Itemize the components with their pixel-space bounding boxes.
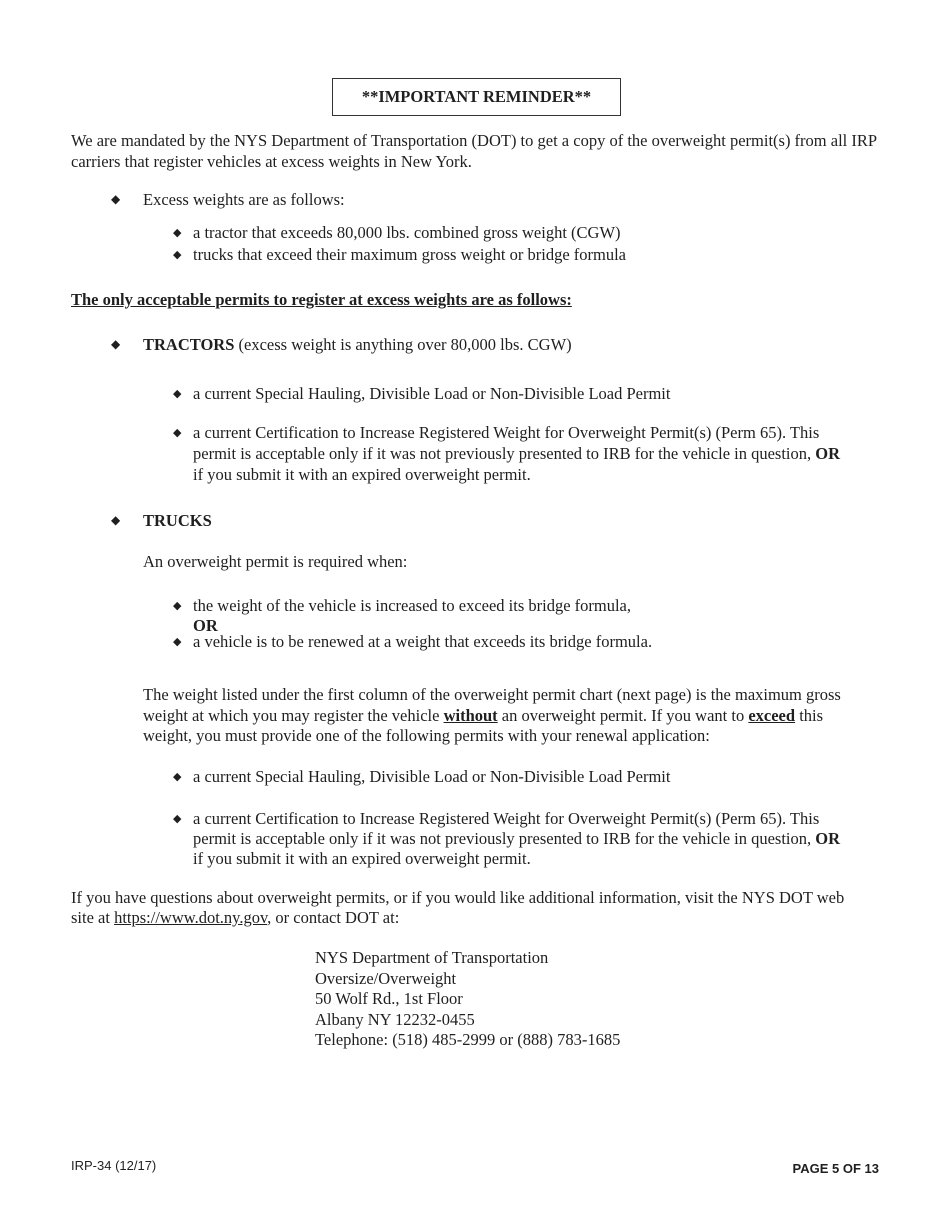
tractors-item-text: permit is acceptable only if it was not previously presented to IRB for the vehicle in question, [193, 444, 816, 463]
trucks-condition: a vehicle is to be renewed at a weight that exceeds its bridge formula. [193, 632, 653, 651]
exceed-emphasis: exceed [748, 706, 796, 725]
bullet-icon: ◆ [173, 636, 182, 648]
contact-address [315, 948, 620, 1051]
contact-line: If you have questions about overweight permits, or if you would like additional information, visit the NYS DOT web [71, 888, 845, 907]
page-number: PAGE 5 OF 13 [792, 1161, 879, 1176]
trucks-chart-text: this [795, 706, 824, 725]
without-emphasis: without [443, 706, 498, 725]
trucks-required-when: An overweight permit is required when: [143, 552, 408, 571]
excess-label: Excess weights are as follows: [143, 190, 345, 209]
bullet-icon: ◆ [173, 771, 182, 783]
contact-text: , or contact DOT at: [267, 908, 400, 927]
bullet-icon: ◆ [173, 249, 182, 261]
bullet-icon: ◆ [173, 813, 182, 825]
address-line: NYS Department of Transportation [315, 948, 549, 967]
contact-text: site at [71, 908, 115, 927]
trucks-label: TRUCKS [143, 511, 212, 530]
bullet-icon: ◆ [173, 600, 182, 612]
trucks-item-line: a current Certification to Increase Registered Weight for Overweight Permit(s) (Perm 65). This [193, 809, 820, 828]
tractors-item: a current Special Hauling, Divisible Load or Non-Divisible Load Permit [193, 384, 671, 403]
page-title: **IMPORTANT REMINDER** [332, 78, 621, 116]
tractors-item-line: a current Certification to Increase Registered Weight for Overweight Permit(s) (Perm 65). This [193, 423, 820, 442]
tractors-heading [143, 335, 572, 355]
form-id: IRP-34 (12/17) [71, 1158, 157, 1173]
trucks-item-line [193, 829, 840, 849]
or-label: OR [815, 444, 841, 463]
trucks-chart-line [143, 706, 823, 726]
bullet-icon: ◆ [173, 388, 182, 400]
trucks-chart-text: an overweight permit. If you want to [497, 706, 749, 725]
dot-website-link[interactable]: https://www.dot.ny.gov [114, 908, 268, 927]
tractors-label: TRACTORS [143, 335, 235, 354]
address-line: Albany NY 12232-0455 [315, 1009, 475, 1029]
bullet-icon: ◆ [173, 427, 182, 439]
contact-line [71, 908, 399, 928]
address-line: Telephone: (518) 485-2999 or (888) 783-1685 [315, 1030, 621, 1049]
tractors-note: (excess weight is anything over 80,000 lbs. CGW) [234, 335, 572, 354]
tractors-item-line [193, 444, 840, 464]
bullet-icon: ◆ [173, 227, 182, 239]
excess-item: trucks that exceed their maximum gross weight or bridge formula [193, 245, 627, 264]
trucks-item-text: permit is acceptable only if it was not previously presented to IRB for the vehicle in question, [193, 829, 816, 848]
acceptable-heading: The only acceptable permits to register at excess weights are as follows: [71, 290, 572, 309]
bullet-icon: ◆ [111, 513, 121, 527]
trucks-item: a current Special Hauling, Divisible Load or Non-Divisible Load Permit [193, 767, 671, 786]
trucks-item-line: if you submit it with an expired overweight permit. [193, 849, 531, 868]
bullet-icon: ◆ [111, 337, 121, 351]
trucks-chart-text: weight at which you may register the vehicle [143, 706, 444, 725]
bullet-icon: ◆ [111, 192, 121, 206]
or-label: OR [815, 829, 841, 848]
excess-item: a tractor that exceeds 80,000 lbs. combined gross weight (CGW) [193, 223, 621, 242]
or-label: OR [193, 616, 218, 635]
trucks-chart-line: weight, you must provide one of the following permits with your renewal application: [143, 726, 710, 745]
trucks-condition: the weight of the vehicle is increased to exceed its bridge formula, [193, 596, 632, 615]
trucks-chart-line: The weight listed under the first column of the overweight permit chart (next page) is the maximum gross [143, 685, 841, 704]
address-line: Oversize/Overweight [315, 968, 457, 988]
intro-paragraph: We are mandated by the NYS Department of Transportation (DOT) to get a copy of the overweight permit(s) from all IRP carriers that register vehicles at excess weights in New York. [71, 131, 877, 171]
address-line: 50 Wolf Rd., 1st Floor [315, 989, 463, 1008]
tractors-item-line: if you submit it with an expired overweight permit. [193, 465, 531, 484]
